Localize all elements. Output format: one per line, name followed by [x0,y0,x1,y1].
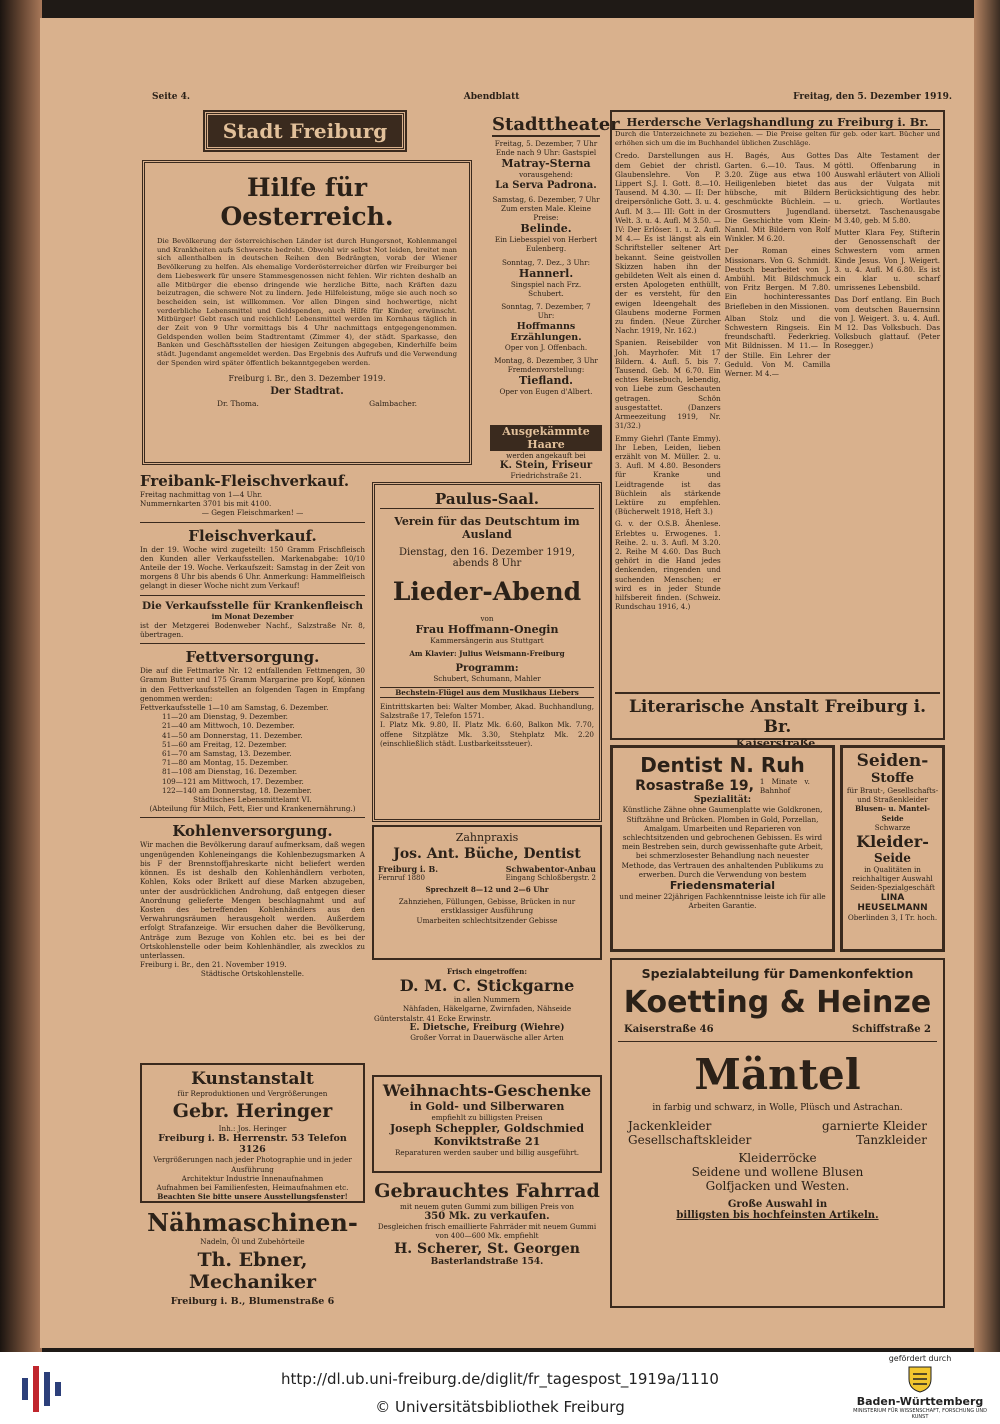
dmc-name: D. M. C. Stickgarne [399,976,575,996]
dentist-ruh-ad [610,745,835,952]
stadt-signer-2: Galmbacher. [369,398,417,408]
herder-testament: Das Alte Testament der göttl. Offenbarung in Auswahl erläutert von Allioli aus der Vulgata mit Berücksichtigung des hebr. u. griech. Wortlautes übersetzt. Taschenausgabe M 3.40, geb. M 5.80. [834,151,941,225]
seide-name: LINA HEUSELMANN [857,892,928,913]
koet-line-2b: garnierte Kleider [822,1119,927,1133]
dentist-body: Künstliche Zähne ohne Gaumenplatte wie Goldkronen, Stiftzähne und Brücken. Plomben in Gold, Porzellan, Amalgam. Umarbeiten und Reparieren von schlechtsitzenden und gebrochenen Gebissen. Es wird mein Bestreben sein, durch gewissenhafte gute Arbeit, bei schmerzlosester Behandlung nach neuester Methode, das Vertrauen des anhaltenden Publikums zu erwerben. Durch die Verwendung von bestem [621,805,824,879]
haare-line-4: Friedrichstraße 21. [510,471,582,481]
zahn-line-2: Schwabentor-Anbau [505,864,596,874]
dmc-line-3: Günterstalstr. 41 Ecke Erwinstr. [374,1013,492,1023]
freibank-line-1: Freitag nachmittag von 1—4 Uhr. [140,490,263,499]
fett-row-4: 41—50 am Donnerstag, 11. Dezember. [162,730,303,740]
koet-line-3a: Gesellschaftskleider [628,1133,752,1147]
freibank-title: Freibank-Fleischverkauf. [140,472,350,490]
seide-line-3: Schwarze [874,822,911,832]
literarische-sub: Kaiserstraße. [735,737,820,750]
funding-logo [850,1354,990,1422]
dentist-fried: Friedensmaterial [669,879,776,893]
dmc-line-1: in allen Nummern [453,995,521,1005]
herder-roman: Der Roman eines Missionars. Von G. Schmidt. Deutsch bearbeitet von J. Ambühl. Mit Bildschmuck von Fritz Bergen. M 7.80. Ein hochinteressantes Briefleben in den Missionen. [724,246,831,311]
zahn-name: Jos. Ant. Büche, Dentist [393,846,581,862]
kunst-address: Freiburg i. B. Herrenstr. 53 Telefon 3126 [158,1133,347,1156]
dmc-ad [372,965,602,1065]
seide-s3: Seide [874,851,911,866]
naeh-sub: Nadeln, Öl und Zubehörteile [200,1237,305,1246]
fahr-address: Basterlandstraße 154. [430,1256,544,1267]
haare-line-2: werden angekauft bei [506,451,586,460]
stadt-notice-signature: Der Stadtrat. [270,385,344,397]
zahn-line-6: Zahnziehen, Füllungen, Gebisse, Brücken in nur erstklassiger Ausführung [398,897,576,916]
fleisch-body: In der 19. Woche wird zugeteilt: 150 Gramm Frischfleisch den Kunden aller Verkaufsstellen. Markenabgabe: 10/10 Anteile der 19. Woche. Verkaufszeit: Samstag in der Zeit von morgens 8 Uhr bis abends 6 Uhr. Anmerkung: Hammelfleisch gelangt in dieser Woche nicht zum Verkauf! [140,544,365,591]
fett-body: Die auf die Fettmarke Nr. 12 entfallenden Fettmengen, 30 Gramm Butter und 175 Gramm Margarine pro Kopf, können in den Fettverkaufsstellen an folgenden Tagen in Empfang genommen werden: [140,666,365,703]
page-number: Seite 4. [152,92,191,102]
seide-title: Seiden- [856,751,929,771]
kunst-line-3: Aufnahmen bei Familienfesten, Heimaufnahmen etc. [156,1183,349,1193]
stadt-signer-1: Dr. Thoma. [217,398,259,408]
haare-line-1: Ausgekämmte Haare [490,425,602,451]
seide-line-1: für Braut-, Gesellschafts- und Straßenkleider [846,786,939,805]
theater-t1: Freitag, 5. Dezember, 7 Uhr Ende nach 9 Uhr: Gastspiel [494,139,598,158]
dmc-line-5: Großer Vorrat in Dauerwäsche aller Arten [410,1032,564,1042]
fett-row-6: 61—70 am Samstag, 13. Dezember. [162,749,292,759]
theater-t2: Matray-Sterna [501,157,591,171]
koet-address-1: Kaiserstraße 46 [624,1024,714,1035]
funding-label: gefördert durch [888,1354,952,1363]
paulus-klavier: Am Klavier: Julius Weismann-Freiburg [409,649,565,659]
haare-line-3: K. Stein, Friseur [499,460,593,472]
naeh-title: Nähmaschinen- [147,1208,358,1237]
funding-state: Baden-Württemberg [856,1395,984,1408]
fahr-line-1: mit neuem guten Gummi zum billigen Preis von [400,1202,574,1211]
fett-row-1: Fettverkaufsstelle 1—10 am Samstag, 6. Dezember. [140,703,329,713]
stadt-banner-text: Stadt Freiburg [222,119,388,143]
seide-s2: Stoffe [870,771,914,786]
zahn-title: Zahnpraxis [455,831,519,844]
weih-line-1: empfiehlt zu billigsten Preisen [431,1113,543,1122]
kohlen-title: Kohlenversorgung. [172,822,333,841]
paulus-program: Programm: [455,662,519,674]
koet-line-4: Kleiderröcke [738,1151,817,1165]
seide-address: Oberlinden 3, I Tr. hoch. [847,912,938,922]
koet-line-7: Große Auswahl in [727,1199,828,1210]
herder-osb: G. v. der O.S.B. Ähenlese. Erlebtes u. Erwogenes. 1. Reihe. 2. u. 3. Aufl. M 3.20. 2. Reihe M 4.60. Das Buch gehört in die Hand jedes denkenden, ringenden und suchenden Menschen; er wird es in jeder Stunde hilfsbereit finden. (Schweiz. Rundschau 1916, 4.) [615,519,721,612]
zahn-line-1: Freiburg i. B. [378,864,439,874]
herder-ad [610,110,945,750]
paulus-saal-ad [372,482,602,822]
kohlen-date: Freiburg i. Br., den 21. November 1919. [140,960,287,970]
seide-big: Kleider- [856,832,929,852]
zahn-line-4: Eingang Schloßbergstr. 2 [505,874,596,882]
theater-t11: Sonntag, 7. Dezember, 7 Uhr: [501,302,591,321]
herder-giehrl: Emmy Giehrl (Tante Emmy). Ihr Leben, Leiden, lieben erzählt von M. Müller. 2. u. 3. Aufl. M 4.80. Besonders für Kranke und Leidtragende ist das Büchlein als stärkende Lektüre zu empfehlen. (Bücherwelt 1918, Heft 3.) [615,433,721,517]
zahn-line-7: Umarbeiten schlechtsitzender Gebisse [416,915,558,925]
paulus-composers: Schubert, Schumann, Mahler [433,673,541,683]
fett-row-10: 122—140 am Donnerstag, 18. Dezember. [162,785,312,795]
theater-t9: Hannerl. [518,266,574,280]
weih-name: Joseph Scheppler, Goldschmied [389,1122,585,1136]
page-edge [974,0,1000,1352]
kunst-sub: für Reproduktionen und Vergrößerungen [177,1089,328,1098]
fahr-line-2: 350 Mk. zu verkaufen. [424,1211,550,1223]
fahrrad-ad [372,1180,602,1305]
koet-line-3b: Tanzkleider [856,1133,927,1147]
kunst-name: Gebr. Heringer [172,1100,333,1123]
theater-t13: Oper von J. Offenbach. [504,342,588,352]
fett-row-3: 21—40 am Mittwoch, 10. Dezember. [162,721,295,731]
kunst-line-4: Beachten Sie bitte unsere Ausstellungsfenster! [157,1192,348,1202]
theater-t3: vorausgehend: [519,170,573,180]
theater-t15: Tiefland. [518,374,573,388]
kranken-title: Die Verkaufsstelle für Krankenfleisch [142,599,363,612]
herder-bages: H. Bagés, Aus Gottes Garten. 6.—10. Taus. M 3.20. Züge aus etwa 100 Heiligenleben bietet das hübsche, mit Bildern geschmückte Büchlein. — Grosmutters Jugendland. Die Geschichte vom Klein-Nannl. Mit Bildern von Rolf Winkler. M 6.20. [724,151,831,244]
edition-label: Abendblatt [463,92,520,102]
fahr-title: Gebrauchtes Fahrrad [374,1180,600,1202]
coat-of-arms-icon [905,1365,935,1393]
stadt-notice-body: Die Bevölkerung der österreichischen Länder ist durch Hungersnot, Kohlenmangel und Krankheiten aufs Schwerste bedroht. Obwohl wir selbst Not leiden, breitet man sich allenthalben in deutschen Reihen den Bedrängten, vorab der Wiener Bevölkerung zu helfen. Als ehemalige Vorderösterreicher dürfen wir Freiburger bei dem Liebeswerk für unsere Stammesgenossen nicht fehlen. Wir richten deshalb an alle Mitbürger die ebenso dringende wie herzliche Bitte, nach Kräften dazu beizutragen, die schwere Not zu lindern. Jede Hilfeleistung, möge sie auch noch so bescheiden sein, ist willkommen. Vor allen Dingen sind hochwertige, nicht verderbliche Lebensmittel und Geldspenden, auch Hilfe für Kinder, erwünscht. Mitbürger! Gebt rasch und reichlich! Lebensmittel werden im Kornhaus täglich in der Zeit von 9 Uhr vormittags bis 4 Uhr nachmittags entgegengenommen. Geldspenden wollen beim Stadtrentamt (Zimmer 4), der städt. Sparkasse, den Banken und Geschäftsstellen der hiesigen Zeitungen abgegeben, Kinderhilfe beim städt. Jugendamt angemeldet werden. Das Ergebnis des Aufrufs und die Verwendung der Spenden wird später öffentlich bekanntgegeben werden. [157,237,457,367]
fahr-name: H. Scherer, St. Georgen [394,1240,580,1257]
paulus-prices: I. Platz Mk. 9.80, II. Platz Mk. 6.60, Balkon Mk. 7.70, offene Sitzplätze Mk. 3.30, Stehplatz Mk. 2.20 (einschließlich städt. Lustbarkeitssteuer). [380,720,594,748]
kranken-body: ist der Metzgerei Bodenweber Nachf., Salzstraße Nr. 8, übertragen. [140,620,365,640]
paulus-big: Lieder-Abend [392,577,582,606]
freibank-line-2: Nummernkarten 3701 bis mit 4100. [140,499,272,509]
funding-ministry: MINISTERIUM FÜR WISSENSCHAFT, FORSCHUNG UND KUNST [853,1408,987,1420]
koet-line-5: Seidene und wollene Blusen [691,1165,864,1179]
naeh-address: Freiburg i. B., Blumenstraße 6 [170,1296,335,1308]
dentist-title: Dentist N. Ruh [640,753,805,777]
zahnpraxis-ad [372,825,602,960]
kunst-line-2: Architektur Industrie Innenaufnahmen [181,1173,324,1183]
fett-row-9: 109—121 am Mittwoch, 17. Dezember. [162,776,304,786]
theater-t6: Belinde. [520,222,572,236]
koet-line-8: billigsten bis hochfeinsten Artikeln. [676,1210,879,1221]
theater-t10: Singspiel nach Frz. Schubert. [510,279,582,299]
herder-dorf: Das Dorf entlang. Ein Buch vom deutschen Bauernsinn von J. Weigert. 3. u. 4. Aufl. M 12. Das Volksbuch. Das Volksbuch glattauf. (Peter Rosegger.) [834,295,941,351]
dentist-end: und meiner 22jährigen Fachkenntnisse leiste ich für alle Arbeiten Garantie. [619,892,826,911]
herder-fey: Mutter Klara Fey, Stifterin der Genossenschaft der Schwestern vom armen Kinde Jesus. Von J. Weigert. 3. u. 4. Aufl. M 6.80. Es ist ein klar u. scharf umrissenes Lebensbild. [834,228,941,293]
fett-title: Fettversorgung. [185,648,320,667]
naehmaschinen-ad [140,1208,365,1308]
copyright-text: © Universitätsbibliothek Freiburg [375,1398,625,1416]
book-spine [0,0,42,1352]
issue-date: Freitag, den 5. Dezember 1919. [793,92,952,102]
seide-line-2: Blusen- u. Mantel-Seide [854,804,931,823]
dmc-head: Frisch eingetroffen: [446,967,528,976]
koet-line-2a: Jackenkleider [628,1119,712,1133]
theater-t12: Hoffmanns Erzählungen. [510,320,582,343]
herder-spanien: Spanien. Reisebilder von Joh. Mayrhofer. Mit 17 Bildern. 4. Aufl. 5. bis 7. Tausend. Geb. M 6.70. Ein echtes Reisebuch, lebendig, von Liebe zum Geschauten getragen. Schön ausgestattet. (Danzers Armeezeitung 1919, Nr. 31/32.) [615,338,721,431]
koet-line-6: Golfjacken und Westen. [705,1179,850,1193]
koet-address-2: Schiffstraße 2 [852,1024,931,1035]
paulus-fluegel: Bechstein-Flügel aus dem Musikhaus Liebers [380,687,594,698]
stadt-notice [142,160,472,465]
herder-sub: Durch die Unterzeichnete zu beziehen. — Die Preise gelten für geb. oder kart. Bücher und erhöhen sich um die im Buchhandel üblichen Zuschläge. [615,130,940,148]
kunstanstalt-ad [140,1063,365,1203]
stadt-notice-title: Hilfe für Oesterreich. [220,173,394,231]
fett-row-8: 81—108 am Dienstag, 16. Dezember. [162,767,298,777]
seide-line-4: in Qualitäten in reichhaltiger Auswahl [852,865,933,884]
fett-signature: Städtisches Lebensmittelamt VI. [193,795,312,805]
haare-ad [490,425,602,481]
weih-title: Weihnachts-Geschenke [382,1081,592,1100]
kohlen-signature: Städtische Ortskohlenstelle. [200,969,305,979]
literarische-title: Literarische Anstalt Freiburg i. Br. [628,697,927,737]
naeh-name: Th. Ebner, Mechaniker [188,1249,317,1294]
theater-t8: Sonntag, 7. Dez., 3 Uhr: [501,257,591,267]
fleisch-title: Fleischverkauf. [188,526,317,545]
koetting-heinze-ad [610,958,945,1308]
kunst-owner: Inh.: Jos. Heringer [218,1124,287,1134]
kohlen-body: Wir machen die Bevölkerung darauf aufmerksam, daß wegen ungenügenden Kohleneingangs die Kohlenbezugsmarken A bis F der Brennstoffjahreskarte nicht beliefert werden können. Es ist deshalb den Kohlenhändlern verboten, Kohlen, Koks oder Brikett auf diese Marken abzugeben, unter der ausdrücklichen Androhung, daß entgegen dieser Anordnung gelieferte Mengen beschlagnahmt und auf Kosten des betreffenden Kohlenhändlers aus den Verwahrungsräumen herausgeholt werden. Außerdem erfolgt Strafanzeige. Wir ersuchen daher die Bevölkerung, Anträge zum Bezuge von Kohlen etc. bei es bei der Ortskohlenstelle oder beim Kohlenhändler, als zwecklos zu unterlassen. [140,840,365,960]
theater-t16: Oper von Eugen d'Albert. [499,387,593,397]
weih-sub: in Gold- und Silberwaren [409,1100,565,1113]
dmc-line-2: Nähfaden, Häkelgarne, Zwirnfaden, Nähseide [402,1004,572,1014]
theater-t4: La Serva Padrona. [495,179,597,191]
paulus-artist: Frau Hoffmann-Onegin [415,623,559,637]
paulus-von: von [480,614,494,623]
paulus-role: Kammersängerin aus Stuttgart [430,636,544,646]
theater-t7: Ein Liebesspiel von Herbert Eulenberg. [494,235,598,254]
kunst-line-1: Vergrößerungen nach jeder Photographie und in jeder Ausführung [153,1155,352,1174]
stadt-banner [205,112,405,150]
seide-ad [840,745,945,952]
page-header [152,92,952,102]
kunst-title: Kunstanstalt [191,1069,314,1089]
koet-head: Spezialabteilung für Damenkonfektion [641,966,914,981]
weih-address: Konviktstraße 21 [433,1135,541,1149]
weihnachts-ad [372,1075,602,1173]
kranken-sub: im Monat Dezember [211,611,294,621]
fahr-line-3: Desgleichen frisch emaillierte Fahrräder mit neuem Gummi von 400—600 Mk. empfiehlt [377,1222,597,1241]
dentist-near: 1 Minate v. Bahnhof [759,777,810,796]
paulus-verein: Verein für das Deutschtum im Ausland [394,515,580,541]
dentist-spez: Spezialität: [693,795,752,806]
fett-row-7: 71—80 am Montag, 15. Dezember. [162,758,289,768]
theater-t5: Samstag, 6. Dezember, 7 Uhr Zum ersten Male. Kleine Preise: [492,194,600,223]
stadttheater-ad [490,112,620,477]
koet-big: Mäntel [694,1050,861,1099]
dmc-line-4: E. Dietsche, Freiburg (Wiehre) [409,1022,565,1033]
stadt-notice-date: Freiburg i. Br., den 3. Dezember 1919. [228,373,386,383]
herder-stolz: Alban Stolz und die Schwestern Ringseis. Ein freundschaftl. Federkrieg. Mit Bildnissen. M 11.— In der Stille. Ein Lehrer der Geduld. Von M. Camilla Werner. M 4.— [724,313,831,379]
dentist-address: Rosastraße 19, [635,778,754,795]
paulus-tickets: Eintrittskarten bei: Walter Momber, Akad. Buchhandlung, Salzstraße 17, Telefon 1571. [380,702,594,721]
fett-signature-dept: (Abteilung für Milch, Fett, Eier und Krankenernährung.) [149,804,356,814]
herder-title: Herdersche Verlagshandlung zu Freiburg i. Br. [615,115,940,130]
fett-row-5: 51—60 am Freitag, 12. Dezember. [162,739,287,749]
weih-line-2: Reparaturen werden sauber und billig ausgeführt. [395,1148,579,1158]
permalink-url[interactable]: http://dl.ub.uni-freiburg.de/diglit/fr_tagespost_1919a/1110 [281,1370,719,1388]
seide-line-5: Seiden-Spezialgeschäft [850,883,935,893]
theater-title: Stadttheater [492,114,620,135]
freibank-line-3: — Gegen Fleischmarken! — [201,508,304,518]
koet-name: Koetting & Heinze [623,985,932,1020]
fett-row-2: 11—20 am Dienstag, 9. Dezember. [162,712,288,722]
zahn-line-3: Fernruf 1880 [378,874,425,882]
theater-t14: Montag, 8. Dezember, 3 Uhr Fremdenvorstellung: [494,355,598,375]
zahn-line-5: Sprechzeit 8—12 und 2—6 Uhr [425,885,549,894]
herder-credo: Credo. Darstellungen aus dem Gebiet der christl. Glaubenslehre. Von P. Lippert S.J. I. Gott. 8.—10. Tausend. M 4.30. — II: Der dreipersönliche Gott. 3. u. 4. Aufl. M 3.— III: Gott in der Welt. 3. u. 4. Aufl. M 3.50. — IV: Der Erlöser. 1. u. 2. Aufl. M 4.— Es ist längst als ein Schriftsteller seltener Art bekannt. Seine geistvollen Skizzen haben ihn der gebildeten Welt als einen d. ersten Apologeten enthüllt, der es versteht, für den ewigen Ideengehalt des Glaubens moderne Formen zu finden. (Neue Zürcher Nachr. 1919, Nr. 162.) [615,151,721,336]
koet-line-1: in farbig und schwarz, in Wolle, Plüsch und Astrachan. [652,1103,903,1113]
paulus-date: Dienstag, den 16. Dezember 1919, abends 8 Uhr [399,547,575,569]
paulus-title: Paulus-Saal. [380,490,594,509]
